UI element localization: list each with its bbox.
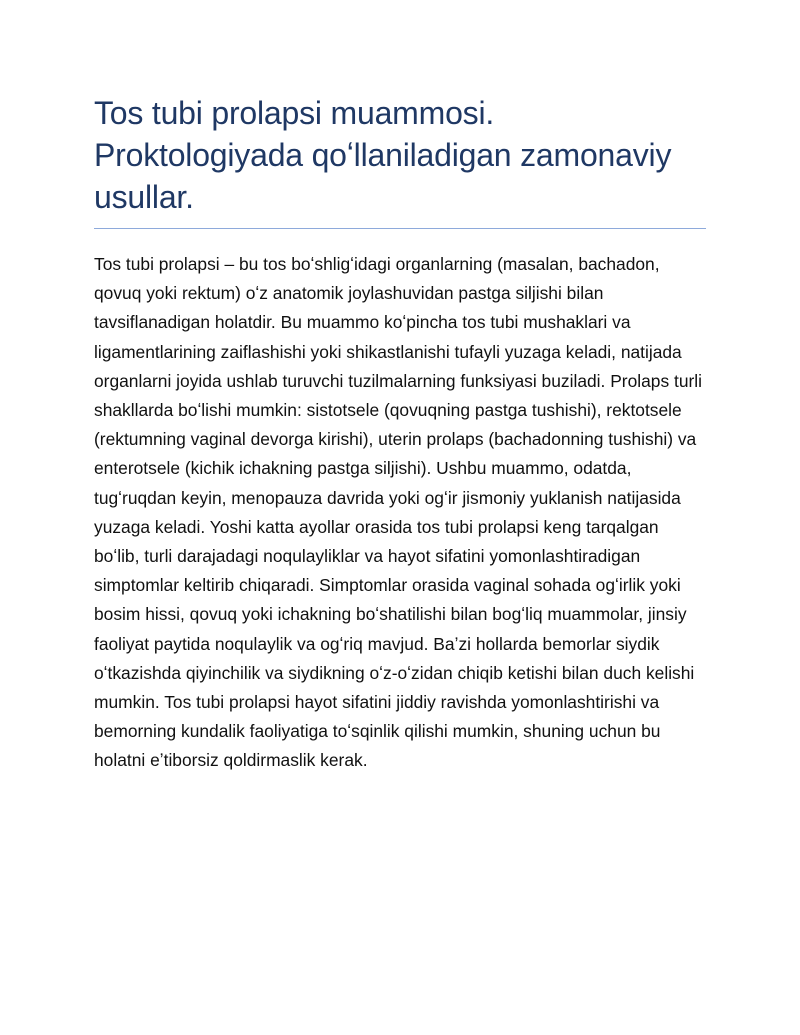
title-divider	[94, 228, 706, 229]
document-page	[94, 92, 706, 776]
body-paragraph: Tos tubi prolapsi – bu tos boʻshligʻidagi organlarning (masalan, bachadon, qovuq yoki rektum) oʻz anatomik joylashuvidan pastga siljishi bilan tavsiflanadigan holatdir. Bu muammo koʻpincha tos tubi mushaklari va ligamentlarining zaiflashishi yoki shikastlanishi tufayli yuzaga keladi, natijada organlarni joyida ushlab turuvchi tuzilmalarning funksiyasi buziladi. Prolaps turli shakllarda boʻlishi mumkin: sistotsele (qovuqning pastga tushishi), rektotsele (rektumning vaginal devorga kirishi), uterin prolaps (bachadonning tushishi) va enterotsele (kichik ichakning pastga siljishi). Ushbu muammo, odatda, tugʻruqdan keyin, menopauza davrida yoki ogʻir jismoniy yuklanish natijasida yuzaga keladi. Yoshi katta ayollar orasida tos tubi prolapsi keng tarqalgan boʻlib, turli darajadagi noqulayliklar va hayot sifatini yomonlashtiradigan simptomlar keltirib chiqaradi. Simptomlar orasida vaginal sohada ogʻirlik yoki bosim hissi, qovuq yoki ichakning boʻshatilishi bilan bogʻliq muammolar, jinsiy faoliyat paytida noqulaylik va ogʻriq mavjud. Baʼzi hollarda bemorlar siydik oʻtkazishda qiyinchilik va siydikning oʻz-oʻzidan chiqib ketishi bilan duch kelishi mumkin. Tos tubi prolapsi hayot sifatini jiddiy ravishda yomonlashtirishi va bemorning kundalik faoliyatiga toʻsqinlik qilishi mumkin, shuning uchun bu holatni eʼtiborsiz qoldirmaslik kerak.	[94, 254, 703, 771]
document-title: Tos tubi prolapsi muammosi. Proktologiyada qoʻllaniladigan zamonaviy usullar.	[94, 95, 672, 215]
